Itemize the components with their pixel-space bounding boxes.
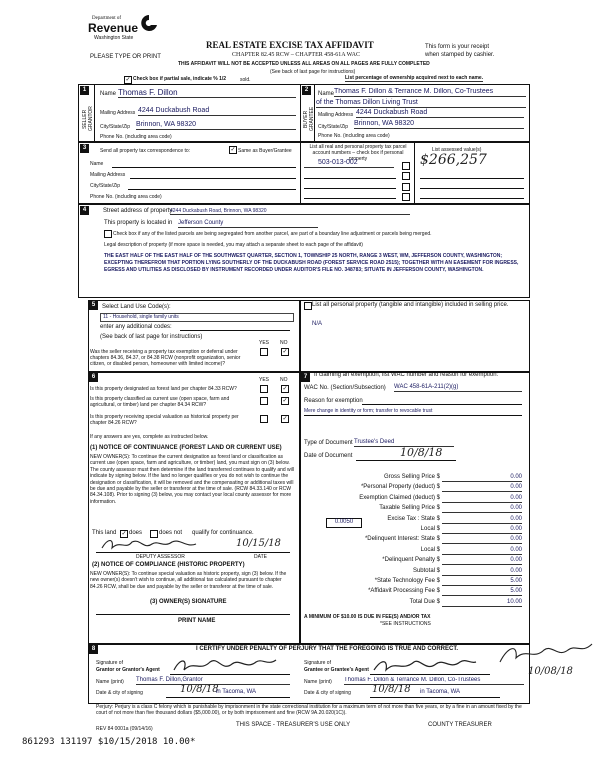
section-4-number: 4 — [80, 206, 89, 215]
tax-row-label: *Affidavit Processing Fee $ — [368, 588, 440, 594]
see-instructions: *SEE INSTRUCTIONS — [380, 621, 431, 627]
agency-line2: Revenue — [88, 21, 139, 35]
grantor-sig-label-2: Grantor or Grantor's Agent — [96, 667, 160, 673]
tax-row-value[interactable]: 0.00 — [442, 474, 522, 482]
personal-property-label: List all personal property (tangible and intangible) included in selling price. — [312, 302, 509, 308]
assessor-signature — [100, 536, 200, 552]
perjury-note: Perjury: Perjury is a class C felony which is punishable by imprisonment in the state correctional institution for a maximum term of not more than five years, or by a fine in an amount fixed by the court of not more than five thousand dollars ($5,000.00), or by both imprisonment and fine (RCW 9A.20.020(1C)). — [96, 704, 522, 716]
buyer-city-label: City/State/Zip — [318, 124, 349, 130]
buyer-name-2[interactable]: of the Thomas Dillon Living Trust — [316, 99, 526, 108]
grantor-date-label: Date & city of signing — [96, 690, 143, 696]
parcel-1-personal-checkbox[interactable] — [402, 162, 410, 170]
tax-row-value[interactable]: 5.00 — [442, 588, 522, 596]
assessed-header: List assessed value(s) — [432, 147, 482, 153]
forest-any-yes: If any answers are yes, complete as instructed below. — [90, 434, 209, 440]
receipt-note-1: This form is your receipt — [425, 44, 490, 50]
tax-row-label: Local $ — [420, 526, 440, 532]
buyer-mailing-label: Mailing Address — [318, 112, 354, 118]
street-label: Street address of property: — [103, 208, 175, 214]
correspondence-label: Send all property tax correspondence to: — [100, 148, 191, 154]
tax-row-label: Excise Tax : State $ — [387, 516, 440, 522]
section-5-number: 5 — [89, 301, 98, 310]
notice-1-title: (1) NOTICE OF CONTINUANCE (FOREST LAND OR CURRENT USE) — [90, 445, 282, 451]
this-land-label: This land — [92, 530, 117, 536]
land-does-not-label: does not — [159, 530, 183, 536]
forest-q3-no-checkbox[interactable]: ✓ — [282, 416, 288, 422]
section-8-number: 8 — [89, 645, 98, 654]
forest-q3: Is this property receiving special valuation as historical property per chapter 84.26 RCW? — [90, 414, 239, 426]
corr-name-label: Name — [90, 161, 104, 167]
tax-row-value[interactable]: 0.00 — [442, 536, 522, 544]
tax-row-label: Subtotal $ — [412, 568, 440, 574]
form-title: REAL ESTATE EXCISE TAX AFFIDAVIT — [206, 40, 374, 50]
section-2-number: 2 — [302, 86, 311, 95]
buyer-side-label: BUYER GRANTEE — [303, 106, 315, 132]
form-chapter: CHAPTER 82.45 RCW – CHAPTER 458-61A WAC — [232, 52, 360, 58]
tax-row-label: Gross Selling Price $ — [383, 474, 440, 480]
doc-type[interactable]: Trustee's Deed — [354, 439, 454, 447]
type-or-print: PLEASE TYPE OR PRINT — [90, 54, 161, 60]
seller-city-label: City/State/Zip — [100, 124, 131, 130]
buyer-mailing[interactable]: 4244 Duckabush Road — [356, 109, 524, 118]
exemption-yes-checkbox[interactable] — [260, 348, 268, 356]
grantee-signature — [370, 654, 480, 676]
partial-sale-label: Check box if partial sale, indicate % 1/2 — [133, 76, 227, 82]
forest-q3-yes-checkbox[interactable] — [260, 415, 268, 423]
property-street[interactable]: 4244 Duckabush Road, Brinnon, WA 98320 — [170, 208, 410, 215]
grantor-city[interactable]: in Tacoma, WA — [216, 689, 257, 695]
county-treasurer: COUNTY TREASURER — [428, 722, 492, 728]
segregated-label: Check box if any of the listed parcels are being segregated from another parcel, are part of a boundary line adjustment or parcels being merged. — [113, 231, 432, 237]
buyer-name-1[interactable]: Thomas F. Dillon & Terrance M. Dillon, Co-Trustees — [334, 88, 526, 97]
land-use-yes: YES — [259, 340, 270, 346]
corr-mailing-label: Mailing Address — [90, 172, 126, 178]
treasurer-only: THIS SPACE - TREASURER'S USE ONLY — [236, 722, 351, 728]
tax-row-value[interactable]: 0.00 — [442, 547, 522, 555]
land-does-label: does — [129, 530, 143, 536]
doc-date-label: Date of Document — [304, 453, 353, 459]
enter-additional-label: enter any additional codes: — [100, 324, 172, 330]
section-3-number: 3 — [80, 144, 89, 153]
tax-row-label: *State Technology Fee $ — [374, 578, 440, 584]
margin-date[interactable]: 10/08/18 — [528, 666, 573, 677]
grantor-name[interactable]: Thomas F. Dillon,Grantor — [136, 677, 290, 685]
seller-name-label: Name — [100, 91, 117, 97]
exemption-no-checkbox[interactable]: ✓ — [282, 349, 288, 355]
tax-row-label: Local $ — [420, 547, 440, 553]
forest-q1: Is this property designated as forest land per chapter 84.33 RCW? — [90, 386, 237, 392]
tax-row-value[interactable]: 0.00 — [442, 505, 522, 513]
tax-row-value[interactable]: 5.00 — [442, 578, 522, 586]
located-label: This property is located in — [104, 220, 173, 226]
grantor-sig-label-1: Signature of — [96, 660, 123, 666]
partial-sale-checkbox[interactable]: ✓ — [125, 77, 131, 83]
personal-property-checkbox[interactable] — [304, 302, 312, 310]
minimum-fee-note: A MINIMUM OF $10.00 IS DUE IN FEE(S) AND/OR TAX — [304, 614, 431, 620]
reason-value[interactable]: Mere change in identity or form; transfer to revocable trust — [304, 408, 433, 414]
see-back-note: (See back of last page for instructions) — [270, 69, 356, 75]
notice-1-body: NEW OWNER(S): To continue the current designation as forest land or classification as current use (open space, farm and agriculture, or timber) land, you must sign on (3) below. The county assessor must then determine if the land transferred continues to qualify and will indicate by signing below. If the land no longer qualifies or you do not wish to continue the designation or classification, it will be removed and the compensating or additional taxes will be due and payable by the seller or transferor at the time of sale. (RCW 84.33.140 or RCW 84.34.108). Prior to signing (3) below, you may contact your local county assessor for more information. — [90, 454, 294, 505]
same-as-buyer-checkbox[interactable]: ✓ — [230, 147, 236, 153]
assessor-date-label: DATE — [254, 554, 267, 560]
notice-2-body: NEW OWNER(S): To continue special valuation as historic property, sign (3) below. If the new owner(s) doesn't wish to continue, all additional tax calculated pursuant to chapter 84.26 RCW, shall be due and payable by the seller or transferor at the time of sale. — [90, 571, 287, 590]
grantor-date[interactable]: 10/8/18 — [180, 684, 219, 695]
grantee-date-label: Date & city of signing — [304, 690, 351, 696]
deputy-assessor-label: DEPUTY ASSESSOR — [136, 554, 185, 560]
tax-row-label: *Delinquent Penalty $ — [382, 557, 440, 563]
forest-q1-no-checkbox[interactable]: ✓ — [282, 386, 288, 392]
corr-city-label: City/State/Zip — [90, 183, 121, 189]
forest-yes: YES — [259, 377, 270, 383]
reason-label: Reason for exemption — [304, 398, 363, 404]
agency-line1: Department of — [92, 16, 122, 21]
grantor-signature — [170, 654, 280, 676]
wac-label: WAC No. (Section/Subsection) — [304, 385, 386, 391]
sold-label: sold. — [240, 77, 251, 83]
grantee-name[interactable]: Thomas F. Dillon & Terrance M. Dillon, Co-Trustees — [344, 677, 524, 685]
section-personal-property — [300, 300, 530, 372]
parcel-2-personal-checkbox[interactable] — [402, 172, 410, 180]
grantee-sig-label-2: Grantee or Grantee's Agent — [304, 667, 369, 673]
section-6-number: 6 — [89, 373, 98, 382]
assessed-value-1[interactable]: $266,257 — [420, 152, 487, 168]
parcel-number-1[interactable]: 503-013-002 — [304, 159, 394, 168]
print-name-label: PRINT NAME — [178, 618, 216, 624]
assessor-date[interactable]: 10/15/18 — [236, 538, 281, 549]
land-use-code[interactable]: 11 - Household, single family units — [100, 313, 294, 322]
seller-phone-label: Phone No. (including area code) — [100, 134, 172, 140]
section-1-number: 1 — [80, 86, 89, 95]
seller-mailing[interactable]: 4244 Duckabush Road — [138, 107, 296, 116]
claim-exemption-label: If claiming an exemption, list WAC number and reason for exemption: — [314, 372, 499, 378]
section-property — [78, 204, 530, 298]
tax-row-label: Total Due $ — [409, 599, 440, 605]
exemption-question: Was the seller receiving a property tax exemption or deferral under chapters 84.36, 84.37, or 84.38 RCW (nonprofit organization, senior citizen, or disabled person, homeowner with limited income)? — [90, 349, 241, 367]
buyer-city[interactable]: Brinnon, WA 98320 — [354, 120, 524, 129]
land-use-select-label: Select Land Use Code(s): — [102, 304, 171, 310]
segregated-checkbox[interactable] — [104, 230, 112, 238]
doc-type-label: Type of Document — [304, 440, 353, 446]
agency-line3: Washington State — [94, 35, 134, 41]
parcel-4-personal-checkbox[interactable] — [402, 193, 410, 201]
agency-logo — [88, 14, 160, 50]
owner-signature-label: (3) OWNER(S) SIGNATURE — [150, 599, 227, 605]
revenue-swirl-icon — [140, 14, 158, 34]
notice-2-title: (2) NOTICE OF COMPLIANCE (HISTORIC PROPERTY) — [92, 562, 245, 568]
tax-row-label: *Personal Property (deduct) $ — [360, 484, 440, 490]
tax-row-value[interactable]: 0.00 — [442, 557, 522, 565]
grantee-name-label: Name (print) — [304, 679, 332, 685]
grantor-name-label: Name (print) — [96, 679, 124, 685]
tax-row-label: Exemption Claimed (deduct) $ — [359, 495, 440, 501]
land-use-see-back: (See back of last page for instructions) — [100, 334, 203, 340]
seller-city[interactable]: Brinnon, WA 98320 — [136, 121, 296, 130]
forest-q1-yes-checkbox[interactable] — [260, 385, 268, 393]
recording-stamp: 861293 131197 $10/15/2018 10.00* — [22, 737, 196, 747]
personal-property-value[interactable]: N/A — [312, 321, 323, 327]
seller-side-label: SELLER GRANTOR — [82, 106, 94, 132]
certify-statement: I CERTIFY UNDER PENALTY OF PERJURY THAT THE FOREGOING IS TRUE AND CORRECT. — [196, 646, 459, 652]
legal-label: Legal description of property (if more space is needed, you may attach a separate sheet to each page of the affidavit) — [104, 242, 363, 248]
land-does-checkbox[interactable]: ✓ — [121, 531, 127, 537]
section-7-number: 7 — [301, 373, 310, 382]
tax-row-value[interactable]: 0.00 — [442, 526, 522, 534]
parcel-header: List all real and personal property tax parcel account numbers – check box if personal property — [309, 144, 407, 162]
tax-row-value[interactable]: 0.00 — [442, 568, 522, 576]
tax-row-label: Taxable Selling Price $ — [379, 505, 440, 511]
margin-signature — [498, 640, 594, 666]
receipt-note-2: when stamped by cashier. — [425, 52, 495, 58]
wac-value[interactable]: WAC 458-61A-211(2)(g) — [394, 384, 522, 392]
forest-q2-no-checkbox[interactable]: ✓ — [282, 398, 288, 404]
tax-row-label: *Delinquent Interest: State $ — [364, 536, 440, 542]
forest-no: NO — [280, 377, 288, 383]
ownership-note: List percentage of ownership acquired next to each name. — [345, 75, 484, 81]
parcel-3-personal-checkbox[interactable] — [402, 183, 410, 191]
grantee-date[interactable]: 10/8/18 — [372, 684, 411, 695]
tax-row-value[interactable]: 0.00 — [442, 484, 522, 492]
tax-row-value[interactable]: 0.00 — [442, 495, 522, 503]
corr-phone-label: Phone No. (including area code) — [90, 194, 162, 200]
forest-q2-yes-checkbox[interactable] — [260, 397, 268, 405]
same-as-buyer-label: Same as Buyer/Grantee — [238, 148, 292, 154]
tax-row-value[interactable]: 0.00 — [442, 516, 522, 524]
doc-date[interactable]: 10/8/18 — [400, 446, 443, 459]
forest-q2: Is this property classified as current use (open space, farm and agricultural, or timber) land per chapter 84.34 RCW? — [90, 396, 230, 408]
legal-description[interactable]: THE EAST HALF OF THE EAST HALF OF THE SOUTHWEST QUARTER, SECTION 1, TOWNSHIP 25 NORTH, RANGE 3 WEST, WM, JEFFERSON COUNTY, WASHINGTON; EXCEPTING THEREFROM THAT PORTION LYING SOUTHERLY OF THE DUCKABUSH ROAD (FOREST SERVICE ROAD 2515); TOGETHER WITH AN EASEMENT FOR INGRESS, EGRESS AND UTILITIES AS DISCLOSED BY INSTRUMENT RECORDED UNDER AUDITOR'S FILE NO. 348783; SITUATE IN JEFFERSON COUNTY, WASHINGTON. — [104, 253, 519, 273]
qualify-label: qualify for continuance. — [192, 530, 254, 536]
buyer-name-label: Name — [318, 91, 335, 97]
land-use-no: NO — [280, 340, 288, 346]
grantee-city[interactable]: in Tacoma, WA — [420, 689, 461, 695]
rev-number: REV 84 0001a (09/14/16) — [96, 726, 153, 732]
tax-row-value[interactable]: 10.00 — [442, 599, 522, 607]
form-warning: THIS AFFIDAVIT WILL NOT BE ACCEPTED UNLESS ALL AREAS ON ALL PAGES ARE FULLY COMPLETED — [178, 61, 430, 67]
grantee-sig-label-1: Signature of — [304, 660, 331, 666]
buyer-phone-label: Phone No. (including area code) — [318, 133, 390, 139]
local-rate[interactable]: 0.0050 — [326, 518, 362, 528]
property-county[interactable]: Jefferson County — [178, 220, 318, 228]
seller-name[interactable]: Thomas F. Dillon — [118, 88, 296, 98]
seller-mailing-label: Mailing Address — [100, 110, 136, 116]
